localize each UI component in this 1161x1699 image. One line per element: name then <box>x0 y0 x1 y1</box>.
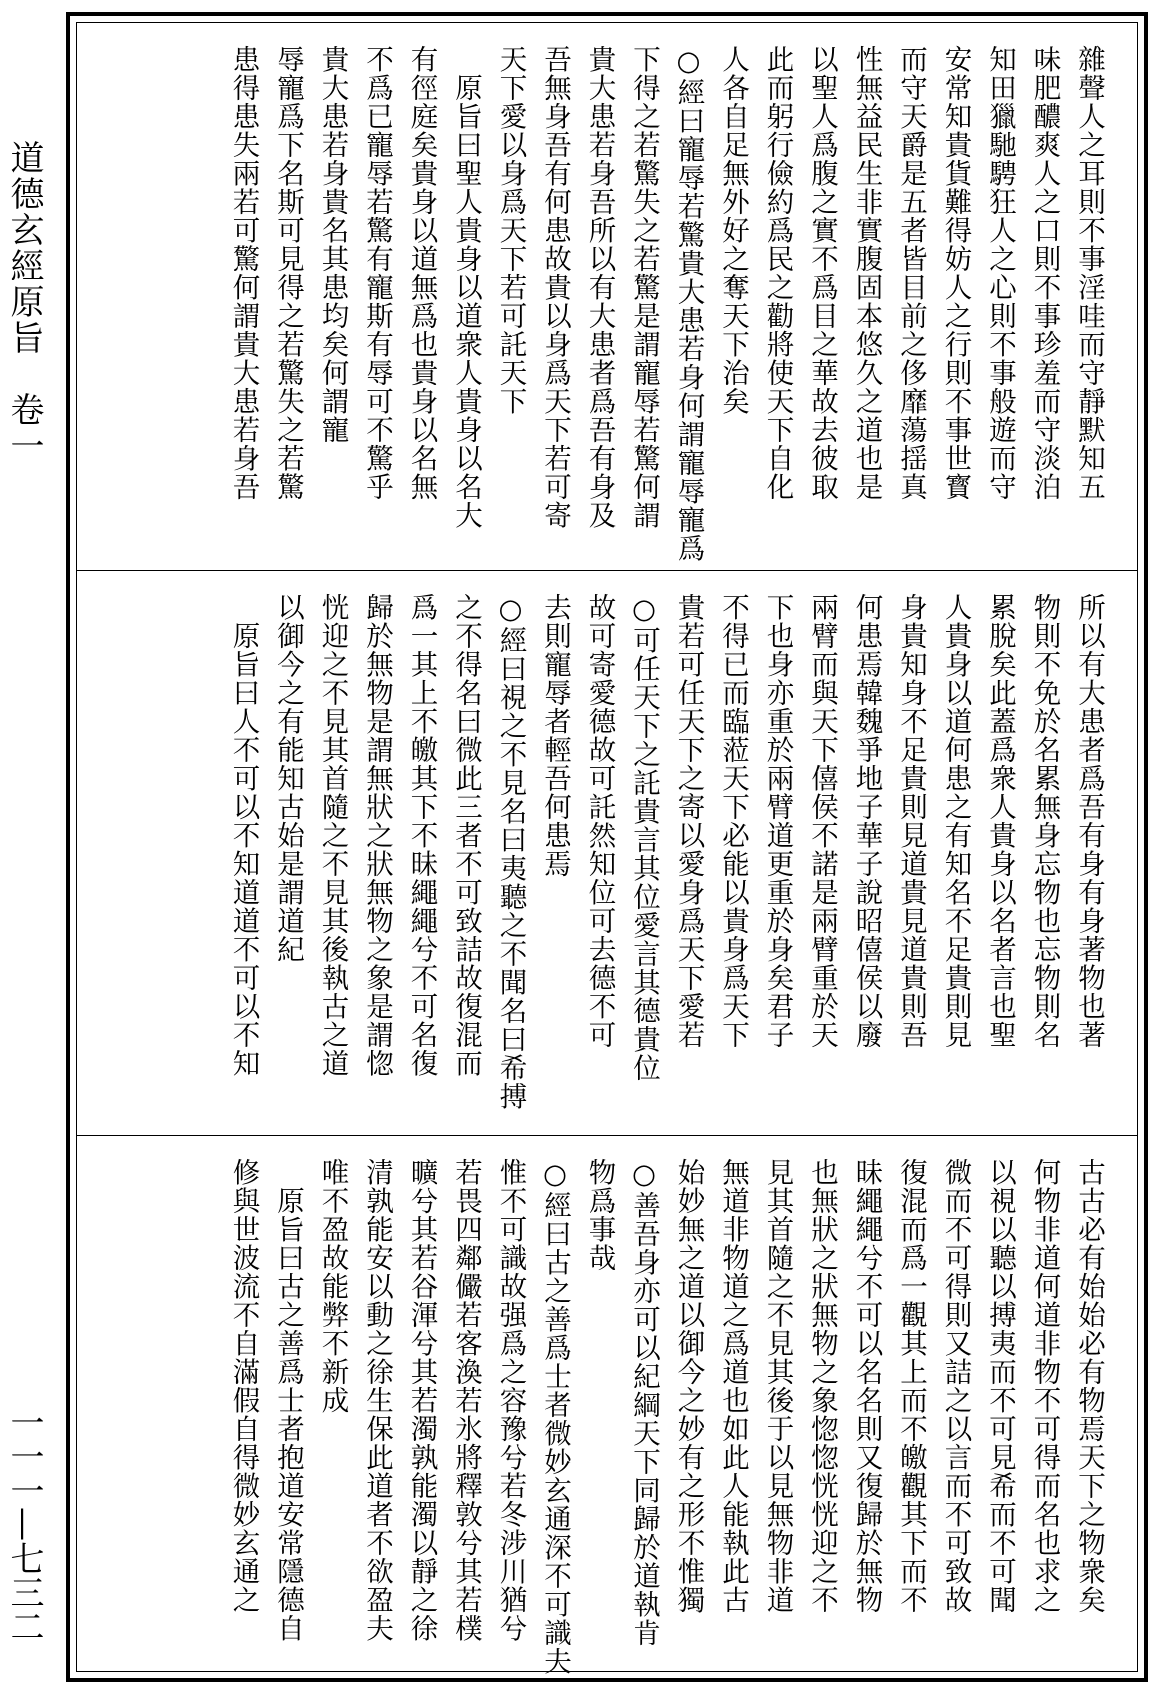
margin-book-title: 道德玄經原旨 卷一 <box>4 140 44 464</box>
text-column: 雜聲人之耳則不事淫哇而守靜默知五 味肥醲爽人之口則不事珍羞而守淡泊 知田獵馳騁狂人之心則不事般遊而守 安常知貴貨難得妨人之行則不事世寳 而守天爵是五者皆目前之侈靡蕩揺真 性無益民生非實腹固本悠久之道也是 以聖人爲腹之實不爲目之華故去彼取 此而躬行儉約爲民之勸將使天下自化 人各自足無外好之奪天下治矣 ○經曰寵辱若驚貴大患若身何謂寵辱寵爲 下得之若驚失之若驚是謂寵辱若驚何謂 貴大患若身吾所以有大患者爲吾有身及 吾無身吾有何患故貴以身爲天下若可寄 天下愛以身爲天下若可託天下 原旨曰聖人貴身以道衆人貴身以名大 有徑庭矣貴身以道無爲也貴身以名無 不爲已寵辱若驚有寵斯有辱可不驚乎 貴大患若身貴名其患均矣何謂寵 辱寵爲下名斯可見得之若驚失之若驚 患得患失兩若可驚何謂貴大患若身吾 <box>227 45 1105 563</box>
text-band-middle <box>77 570 1137 1135</box>
margin-page-number: 一一一—七三二 <box>4 1405 44 1643</box>
text-area <box>76 22 1138 1676</box>
text-column: 古古必有始始必有物焉天下之物衆矣 何物非道何道非物不可得而名也求之 以視以聽以搏夷而不可見希而不可聞 微而不可得則又詰之以言而不可致故 復混而爲一觀其上而不皦觀其下而不 昧繩繩兮不可以名名則又復歸於無物 也無狀之狀無物之象惚惚恍恍迎之不 見其首隨之不見其後于以見無物非道 無道非物道之爲道也如此人能執此古 始妙無之道以御今之妙有之形不惟獨 ○善吾身亦可以紀綱天下同歸於道執肯 物爲事哉 ○經曰古之善爲士者微妙玄通深不可識夫 惟不可識故强爲之容豫兮若冬涉川猶兮 若畏四鄰儼若客渙若氷將釋敦兮其若樸 曠兮其若谷渾兮其若濁孰能濁以靜之徐 清孰能安以動之徐生保此道者不欲盈夫 唯不盈故能弊不新成 原旨曰古之善爲士者抱道安常隱德自 修與世波流不自滿假自得微妙玄通之 <box>227 1158 1105 1676</box>
text-column: 所以有大患者爲吾有身有身著物也著 物則不免於名累無身忘物也忘物則名 累脫矣此蓋爲衆人貴身以名者言也聖 人貴身以道何患之有知名不足貴則見 身貴知身不足貴則見道貴見道貴則吾 何患焉韓魏爭地子華子說昭僖侯以廢 兩臂而與天下僖侯不諾是兩臂重於天 下也身亦重於兩臂道更重於身矣君子 不得已而臨蒞天下必能以貴身爲天下 貴若可任天下之寄以愛身爲天下愛若 ○可任天下之託貴言其位愛言其德貴位 故可寄愛德故可託然知位可去德不可 去則寵辱者輕吾何患焉 ○經曰視之不見名曰夷聽之不聞名曰希搏 之不得名曰微此三者不可致詰故復混而 爲一其上不皦其下不昧繩繩兮不可名復 歸於無物是謂無狀之狀無物之象是謂惚 恍迎之不見其首隨之不見其後執古之道 以御今之有能知古始是謂道紀 原旨曰人不可以不知道道不可以不知 <box>227 593 1105 1111</box>
text-band-upper <box>77 23 1137 569</box>
page-frame <box>66 12 1148 1682</box>
text-band-lower <box>77 1135 1137 1682</box>
